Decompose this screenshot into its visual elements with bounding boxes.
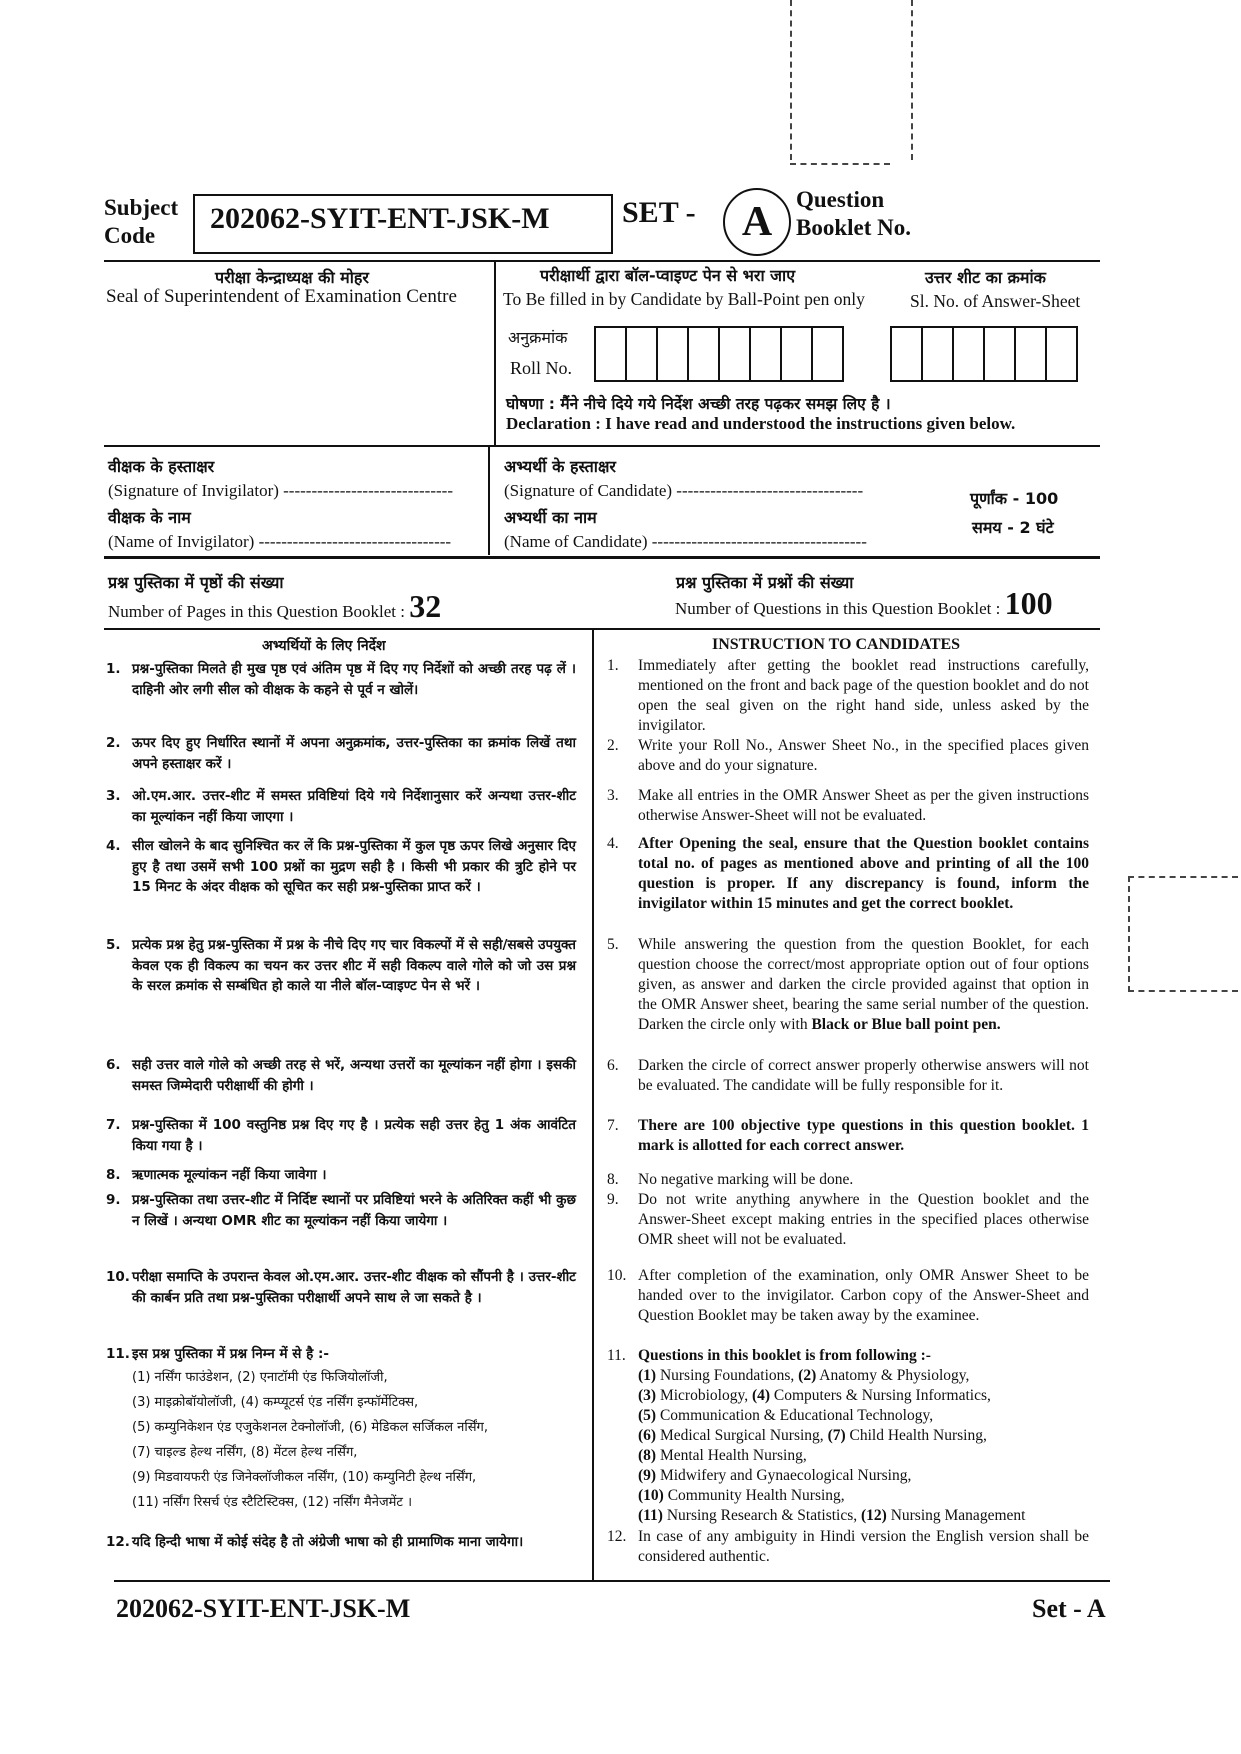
en-instruction-10: 10. After completion of the examination, only OMR Answer Sheet to be handed over to the invigilator. Carbon copy of the Answer-Sheet and Question Booklet may be taken away by the examinee. [607,1267,1089,1324]
questions-label-hi: प्रश्न पुस्तिका में प्रश्नों की संख्या [676,573,854,592]
rule-mid-1 [494,260,496,445]
time-allowed: समय - 2 घंटे [972,518,1054,537]
questions-value: 100 [1004,585,1053,621]
set-label: SET - [622,196,696,229]
answer-sheet-sl-hi: उत्तर शीट का क्रमांक [925,268,1046,287]
subject-code-label [104,194,178,250]
en-instruction-8: 8. No negative marking will be done. [607,1171,854,1188]
roll-cell[interactable] [658,328,689,380]
en-subject-line: (11) Nursing Research & Statistics, (12) Nursing Management [638,1507,1026,1524]
set-letter: A [741,199,773,245]
hi-instruction-4: 4. सील खोलने के बाद सुनिश्चित कर लें कि प्रश्न-पुस्तिका में कुल पृष्ठ ऊपर लिखे अनुसार दिए हुए है तथा उसमें सभी 100 प्रश्नों का मुद्रण सही है । किसी भी प्रकार की त्रुटि होने पर 15 मिनट के अंदर वीक्षक को सूचित कर सही प्रश्न-पुस्तिका प्राप्त करें । [106,838,576,895]
pages-label-hi: प्रश्न पुस्तिका में पृष्ठों की संख्या [108,573,284,592]
candidate-sign-hi: अभ्यर्थी के हस्ताक्षर [504,457,616,476]
seal-label-en: Seal of Superintendent of Examination Centre [106,286,457,307]
booklet-label-1: Question [796,187,885,212]
invigilator-name-en[interactable]: (Name of Invigilator) ---------------------------------- [108,532,452,551]
en-instruction-11: 11. Questions in this booklet is from following :- (1) Nursing Foundations, (2) Anatomy & Physiology, (3) Microbiology, (4) Computers & Nursing Informatics, (5) Communication & Educational Technology, (6) Medical Surgical Nursing, (7) Child Health Nursing, (8) Mental Health Nursing, (9) Midwifery and Gynaecological Nursing, (10) Community Health Nursing, (11) Nursing Research & Statistics, (12) Nursing Management [607,1347,1026,1524]
roll-cell[interactable] [782,328,813,380]
en-instruction-4: 4. After Opening the seal, ensure that the Question booklet contains total no. of pages as mentioned above and printing of all the 100 question is proper. If any discrepancy is found, inform the invigilator within 15 minutes and get the correct booklet. [607,835,1089,912]
declaration-hi: घोषणा : मैंने नीचे दिये गये निर्देश अच्छी तरह पढ़कर समझ लिए है । [506,395,891,413]
subject-label-2: Code [104,223,156,248]
footer-set: Set - A [1032,1594,1106,1623]
candidate-fill-hi: परीक्षार्थी द्वारा बॉल-प्वाइण्ट पेन से भरा जाए [540,266,796,285]
en-subject-line: (9) Midwifery and Gynaecological Nursing, [638,1467,912,1484]
sheet-cell[interactable] [954,328,985,380]
set-letter-circle [723,188,791,256]
rule-mid [104,445,1100,447]
hi-instruction-11: 11. इस प्रश्न पुस्तिका में प्रश्न निम्न में से है :- (1) नर्सिंग फाउंडेशन, (2) एनाटॉमी एंड फिजियोलॉजी, (3) माइक्रोबॉयोलॉजी, (4) कम्प्यूटर्स एंड नर्सिंग इन्फॉर्मेटिक्स, (5) कम्युनिकेशन एंड एजुकेशनल टेक्नोलॉजी, (6) मेडिकल सर्जिकल नर्सिंग, (7) चाइल्ड हेल्थ नर्सिंग, (8) मेंटल हेल्थ नर्सिंग, (9) मिडवायफरी एंड जिनेक्लॉजीकल नर्सिंग, (10) कम्युनिटी हेल्थ नर्सिंग, (11) नर्सिंग रिसर्च एंड स्टैटिस्टिक्स, (12) नर्सिंग मैनेजमेंट । [106,1344,576,1515]
hi-instruction-10: 10. परीक्षा समाप्ति के उपरान्त केवल ओ.एम.आर. उत्तर-शीट वीक्षक को सौंपनी है । उत्तर-शीट की कार्बन प्रति तथा प्रश्न-पुस्तिका परीक्षार्थी अपने साथ ले जा सकते है । [106,1269,576,1306]
roll-cell[interactable] [596,328,627,380]
hi-subject-line: (1) नर्सिंग फाउंडेशन, (2) एनाटॉमी एंड फिजियोलॉजी, [132,1369,388,1385]
booklet-no-label [796,186,911,242]
hi-instruction-1: 1. प्रश्न-पुस्तिका मिलते ही मुख पृष्ठ एवं अंतिम पृष्ठ में दिए गए निर्देशों को अच्छी तरह पढ़ लें । दाहिनी ओर लगी सील को वीक्षक के कहने से पूर्व न खोलें। [106,661,576,698]
candidate-sign-en[interactable]: (Signature of Candidate) --------------------------------- [504,481,864,500]
invigilator-sign-hi: वीक्षक के हस्ताक्षर [108,457,215,476]
questions-row [675,585,1053,622]
footer-code: 202062-SYIT-ENT-JSK-M [116,1594,411,1623]
sheet-cell[interactable] [923,328,954,380]
rule-mid-2 [488,445,490,555]
hi-instruction-12: 12. यदि हिन्दी भाषा में कोई संदेह है तो अंग्रेजी भाषा को ही प्रामाणिक माना जायेगा। [106,1534,524,1550]
en-instruction-3: 3. Make all entries in the OMR Answer Sheet as per the given instructions otherwise Answer-Sheet will not be evaluated. [607,787,1089,824]
roll-cell[interactable] [627,328,658,380]
subject-code: 202062-SYIT-ENT-JSK-M [210,202,550,235]
sheet-cell[interactable] [1047,328,1076,380]
en-instruction-2: 2. Write your Roll No., Answer Sheet No., in the specified places given above and do your signature. [607,737,1089,774]
rule-instructions-divider [592,628,594,1580]
invigilator-name-hi: वीक्षक के नाम [108,508,191,527]
en-subject-line: (6) Medical Surgical Nursing, (7) Child Health Nursing, [638,1427,987,1444]
sheet-cell[interactable] [892,328,923,380]
en-subject-line: (3) Microbiology, (4) Computers & Nursing Informatics, [638,1387,991,1404]
instructions-hi-heading: अभ्यर्थियों के लिए निर्देश [262,638,386,654]
roll-no-en: Roll No. [510,358,573,378]
questions-label-en: Number of Questions in this Question Booklet : [675,599,1001,618]
instructions-en-heading: INSTRUCTION TO CANDIDATES [712,636,961,653]
hi-instruction-9: 9. प्रश्न-पुस्तिका तथा उत्तर-शीट में निर्दिष्ट स्थानों पर प्रविष्टियां भरने के अतिरिक्त कहीं भी कुछ न लिखें । अन्यथा OMR शीट का मूल्यांकन नहीं किया जायेगा । [106,1192,576,1229]
hi-instruction-7: 7. प्रश्न-पुस्तिका में 100 वस्तुनिष्ठ प्रश्न दिए गए है । प्रत्येक सही उत्तर हेतु 1 अंक आवंटित किया गया है । [106,1117,576,1154]
seal-label-hi: परीक्षा केन्द्राध्यक्ष की मोहर [215,268,369,287]
pages-row [108,588,441,625]
hi-subject-line: (5) कम्युनिकेशन एंड एजुकेशनल टेक्नोलॉजी, (6) मेडिकल सर्जिकल नर्सिंग, [132,1419,488,1435]
total-marks: पूर्णांक - 100 [970,489,1059,508]
declaration-en: Declaration : I have read and understood the instructions given below. [506,414,1016,433]
invigilator-sign-en[interactable]: (Signature of Invigilator) ------------------------------ [108,481,453,500]
side-seal-top [1128,876,1238,878]
rule-top [104,260,1100,262]
en-instruction-9: 9. Do not write anything anywhere in the Question booklet and the Answer-Sheet except making entries in the specified places otherwise OMR sheet will not be evaluated. [607,1191,1089,1248]
en-subject-line: (5) Communication & Educational Technology, [638,1407,934,1424]
answer-sheet-sl-en: Sl. No. of Answer-Sheet [910,291,1081,311]
en-instruction-5: 5. While answering the question from the question Booklet, for each question choose the correct/most appropriate option out of four options given, as answer and darken the circle provided against that option in the OMR Answer sheet, bearing the same serial number of the question. Darken the circle only with Black or Blue ball point pen. [607,936,1089,1033]
en-instruction-6: 6. Darken the circle of correct answer properly otherwise answers will not be evaluated. The candidate will be fully responsible for it. [607,1057,1089,1094]
roll-no-field[interactable] [594,326,844,382]
hi-instruction-5: 5. प्रत्येक प्रश्न हेतु प्रश्न-पुस्तिका में प्रश्न के नीचे दिए गए चार विकल्पों में से सही/सबसे उपयुक्त केवल एक ही विकल्प का चयन कर उत्तर शीट में सही विकल्प वाले गोले को जो उस प्रश्न के सरल क्रमांक से सम्बंधित हो काले या नीले बॉल-प्वाइण्ट पेन से भरें । [106,937,576,994]
subject-label-1: Subject [104,195,179,220]
en-subject-line: (8) Mental Health Nursing, [638,1447,807,1464]
en-subject-line: (1) Nursing Foundations, (2) Anatomy & Physiology, [638,1367,970,1384]
sheet-cell[interactable] [1016,328,1047,380]
hi-instruction-3: 3. ओ.एम.आर. उत्तर-शीट में समस्त प्रविष्टियां दिये गये निर्देशानुसार करें अन्यथा उत्तर-शीट का मूल्यांकन नहीं किया जाएगा । [106,788,576,825]
en-instruction-12: 12. In case of any ambiguity in Hindi version the English version shall be considered authentic. [607,1528,1089,1565]
hi-subject-line: (11) नर्सिंग रिसर्च एंड स्टैटिस्टिक्स, (12) नर्सिंग मैनेजमेंट । [132,1494,412,1510]
rule-forms-bottom [104,556,1100,559]
roll-cell[interactable] [689,328,720,380]
seal-dash-bottom [790,163,890,165]
hi-instruction-6: 6. सही उत्तर वाले गोले को अच्छी तरह से भरें, अन्यथा उत्तरों का मूल्यांकन नहीं होगा । इसकी समस्त जिम्मेदारी परीक्षार्थी की होगी । [106,1057,576,1094]
candidate-name-en[interactable]: (Name of Candidate) -------------------------------------- [504,532,867,551]
en-subject-line: (10) Community Health Nursing, [638,1487,845,1504]
hi-subject-line: (9) मिडवायफरी एंड जिनेक्लॉजीकल नर्सिंग, (10) कम्युनिटी हेल्थ नर्सिंग, [132,1469,477,1485]
answer-sheet-no-field[interactable] [890,326,1078,382]
en-instruction-1: 1. Immediately after getting the booklet read instructions carefully, mentioned on the front and back page of the question booklet and do not open the seal given on the right hand side, unless asked by the invigilator. [607,657,1089,734]
rule-instructions-bottom [114,1580,1110,1582]
candidate-name-hi: अभ्यर्थी का नाम [504,508,597,527]
candidate-fill-en: To Be filled in by Candidate by Ball-Point pen only [503,289,865,309]
seal-dash-right [911,0,913,160]
hi-instruction-8: 8. ऋणात्मक मूल्यांकन नहीं किया जावेगा । [106,1167,327,1183]
rule-instructions-top [104,628,1100,630]
side-seal-left [1128,876,1130,992]
roll-cell[interactable] [720,328,751,380]
pages-value: 32 [409,588,442,624]
sheet-cell[interactable] [985,328,1016,380]
pages-label-en: Number of Pages in this Question Booklet : [108,602,406,621]
seal-dash-left [790,0,792,160]
hi-subject-line: (7) चाइल्ड हेल्थ नर्सिंग, (8) मेंटल हेल्थ नर्सिंग, [132,1444,358,1460]
roll-cell[interactable] [813,328,842,380]
roll-cell[interactable] [751,328,782,380]
en-instruction-7: 7. There are 100 objective type questions in this question booklet. 1 mark is allotted for each correct answer. [607,1117,1089,1154]
roll-no-hi: अनुक्रमांक [508,328,568,347]
booklet-label-2: Booklet No. [796,215,911,240]
hi-subject-line: (3) माइक्रोबॉयोलॉजी, (4) कम्प्यूटर्स एंड नर्सिंग इन्फॉर्मेटिक्स, [132,1394,419,1410]
side-seal-bottom [1128,990,1238,992]
hi-instruction-2: 2. ऊपर दिए हुए निर्धारित स्थानों में अपना अनुक्रमांक, उत्तर-पुस्तिका का क्रमांक लिखें तथा अपने हस्ताक्षर करें । [106,735,576,772]
